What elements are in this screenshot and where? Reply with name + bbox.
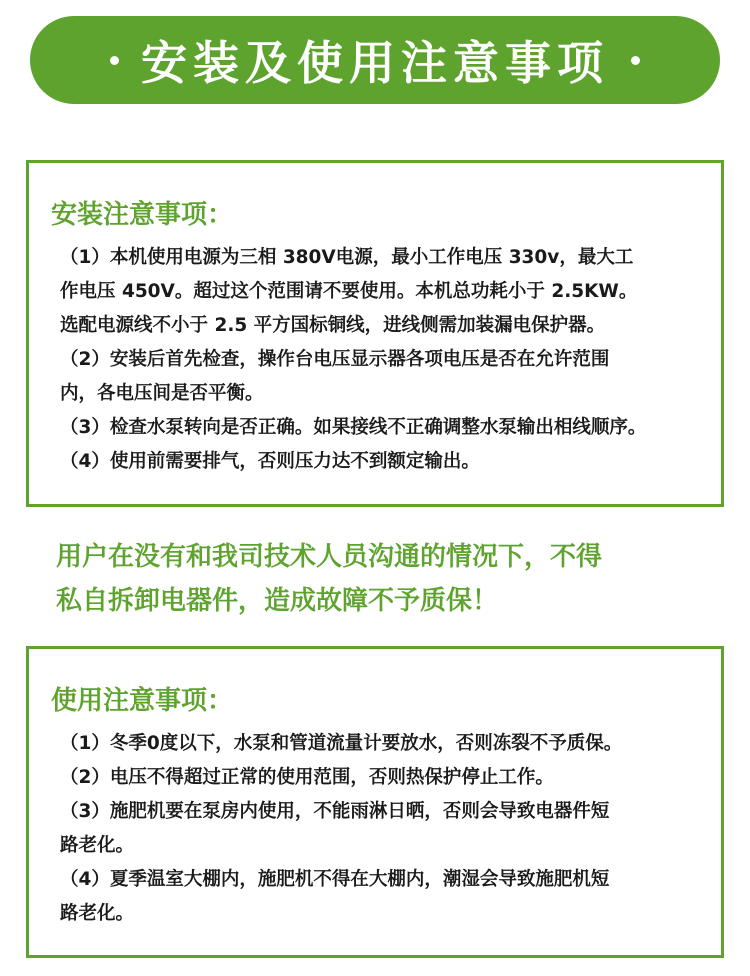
installation-line: 作电压 450V。超过这个范围请不要使用。本机总功耗小于 2.5KW。 (60, 281, 638, 302)
usage-line: （2）电压不得超过正常的使用范围，否则热保护停止工作。 (60, 767, 554, 788)
installation-heading: 安装注意事项： (51, 200, 234, 230)
usage-notes-box (26, 646, 724, 958)
installation-line: （1）本机使用电源为三相 380V电源，最小工作电压 330v，最大工 (60, 247, 634, 268)
usage-line: （3）施肥机要在泵房内使用，不能雨淋日晒，否则会导致电器件短 (60, 801, 610, 822)
usage-notes-body (60, 727, 710, 931)
installation-line: 内，各电压间是否平衡。 (60, 383, 264, 404)
bullet-dot-icon (631, 56, 640, 65)
installation-line: （2）安装后首先检查，操作台电压显示器各项电压是否在允许范围 (60, 349, 610, 370)
page-title: 安装及使用注意事项 (141, 36, 609, 90)
usage-line: 路老化。 (60, 835, 135, 856)
usage-heading: 使用注意事项： (51, 686, 234, 716)
warning-line: 私自拆卸电器件，造成故障不予质保！ (56, 586, 499, 616)
installation-notes-body (60, 241, 710, 479)
installation-line: （4）使用前需要排气，否则压力达不到额定输出。 (60, 451, 480, 472)
warranty-warning (56, 535, 706, 623)
usage-line: （4）夏季温室大棚内，施肥机不得在大棚内，潮湿会导致施肥机短 (60, 869, 610, 890)
title-banner (30, 16, 720, 104)
usage-line: 路老化。 (60, 903, 135, 924)
usage-line: （1）冬季0度以下，水泵和管道流量计要放水，否则冻裂不予质保。 (60, 733, 623, 754)
installation-notes-box (26, 160, 724, 507)
bullet-dot-icon (110, 56, 119, 65)
warning-line: 用户在没有和我司技术人员沟通的情况下，不得 (56, 542, 603, 572)
installation-line: （3）检查水泵转向是否正确。如果接线不正确调整水泵输出相线顺序。 (60, 417, 647, 438)
installation-line: 选配电源线不小于 2.5 平方国标铜线，进线侧需加装漏电保护器。 (60, 315, 606, 336)
